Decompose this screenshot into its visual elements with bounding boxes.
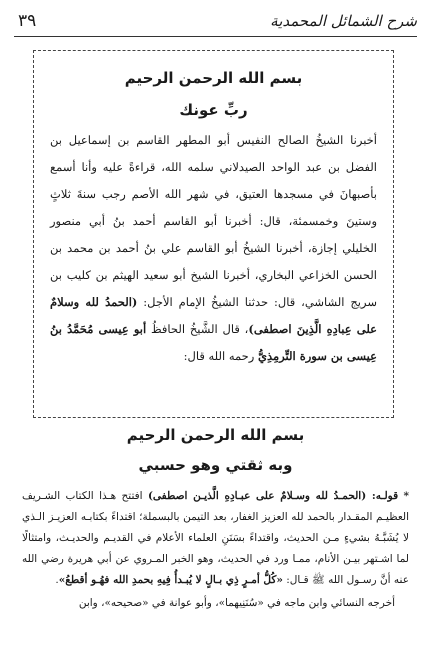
author-name: أبو عِيسى مُحَمَّدُ بنُ عِيسى بن سورة التِّرمِذِيُّ — [50, 322, 377, 363]
isnad-close: رحمه الله قال: — [183, 349, 258, 363]
trust-line: وبه ثقتي وهو حسبي — [138, 456, 293, 474]
hadith-lead: (الحمدُ لله وسلامٌ على عِبادِهِ الَّذِينَ اصطفى) — [50, 295, 378, 336]
star-marker: * — [403, 490, 409, 502]
commentary-lead: قولـه: (الحمـدُ لله وسـلامٌ على عبـادِهِ الَّذيـن اصطفى) — [147, 490, 399, 502]
page-number: ٣٩ — [18, 11, 37, 31]
isnad-box — [33, 50, 394, 418]
commentary-body-end: . — [55, 574, 59, 586]
isnad-end: ، قال الشَّيخُ الحافظُ — [151, 322, 249, 336]
hadith-quote: «كُلُّ أمـرٍ ذِي بـالٍ لا يُبـدأُ فِيهِ بحمدِ الله فهُـو أقطعُ» — [58, 574, 283, 586]
tail-paragraph: أخرجه النسائي وابن ماجه في «سُنَنِيهما»، وأبو عوانة في «صحيحه»، وابن — [78, 597, 395, 609]
box-basmala: بسم الله الرحمن الرحيم — [124, 69, 303, 87]
isnad-text: أخبرنا الشيخُ الصالح النفيس أبو المطهر القاسم بن إسماعيل بن الفضل بن عبد الواحد الصيدلاني سلمه الله، قراءةً عليه وأنا أسمع بأصبهانَ في مسجدها العتيق، في شهر الله الأصم رجب سنةَ ثلاثٍ وستينَ وخمسمئة، قال: أخبرنا أبو القاسم أحمد بنُ أبي منصور الخليلي إجازة، أخبرنا الشيخُ أبو القاسم علي بنُ أحمد بن محمد بن الحسن الخزاعي البخاري، أخبرنا الشيخ أبو سعيد الهيثم بن كليب بن سريج الشاشي، قال: حدثنا الشيخُ الإمام الأجل: — [50, 133, 377, 309]
commentary-paragraph — [22, 486, 409, 591]
commentary-basmala: بسم الله الرحمن الرحيم — [126, 426, 305, 444]
isnad-paragraph — [50, 127, 377, 370]
book-title: شرح الشمائل المحمدية — [270, 12, 417, 30]
commentary-body: افتتح هـذا الكتاب الشـريف العظيـم المقـدار بالحمد لله العزيز الغفار، بعد التيمن بالبسملة؛ اقتداءً بكتابـه العزيـز الـذي لا يُشَبَّـهُ بشيءٍ مـن الحديث، واقتداءً بسَنَنِ العلماء الأعلام في القديـم والحديـث، وامتثالًا لما اشـتهر بيـن الأنام، ممـا ورد في الحديث، وهو الخبر المـروي عن أبي هريرة رضي الله عنه أنَّ رسـول الله ﷺ قـال: — [22, 490, 409, 586]
commentary-section — [22, 424, 409, 614]
box-invocation: ربِّ عونك — [179, 101, 248, 119]
page-header — [14, 8, 417, 37]
